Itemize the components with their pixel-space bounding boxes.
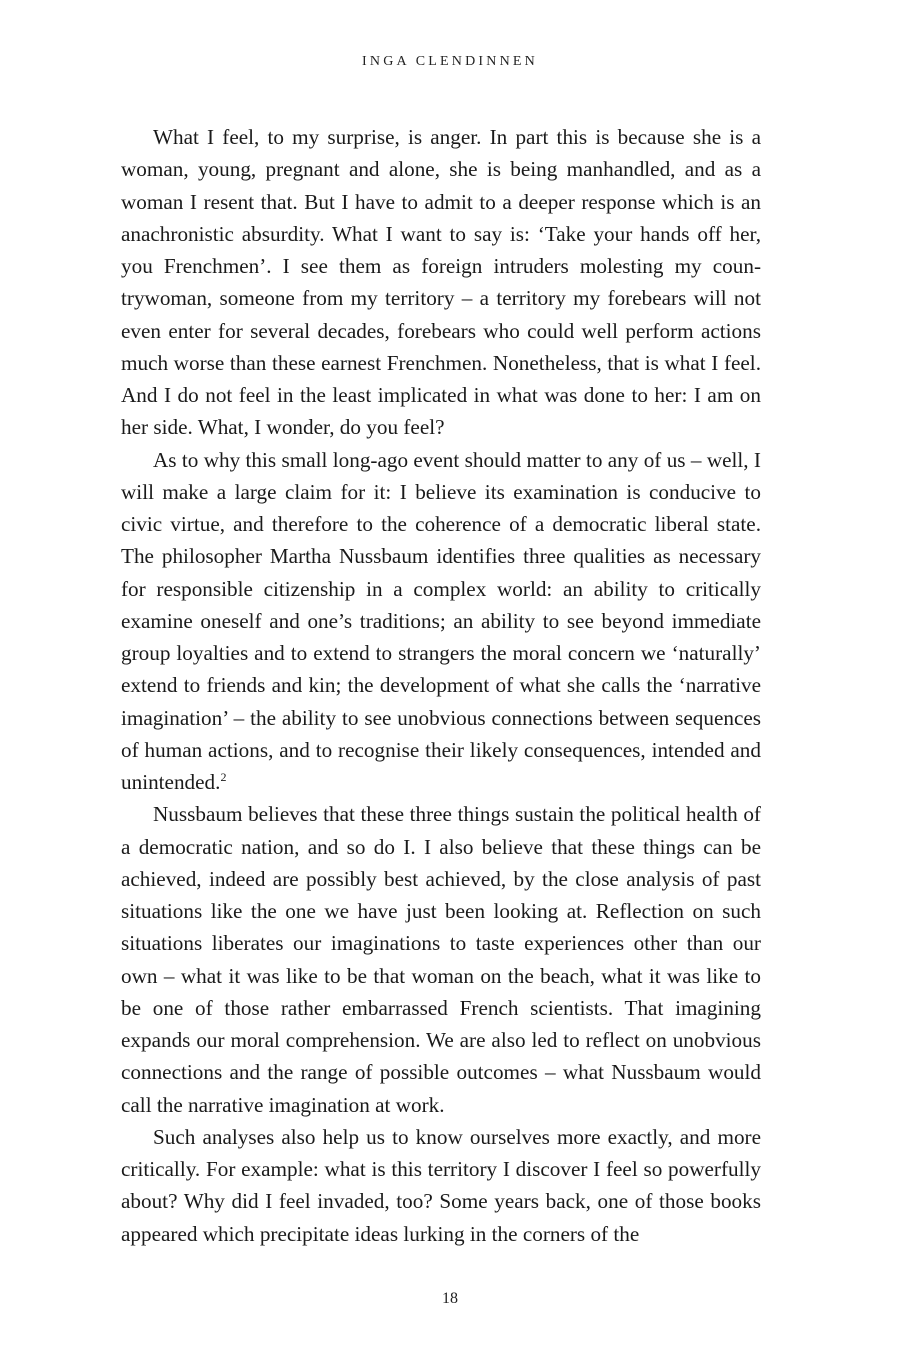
paragraph: [121, 798, 761, 1121]
paragraph: [121, 121, 761, 444]
page-number: 18: [442, 1290, 458, 1307]
paragraph-text: Such analyses also help us to know ourselves more exactly, and more critically. For example: what is this territory I discover I feel so powerfully about? Why did I feel invaded, too? Some years back, one of those books appeared which precipitate ideas lurking in the corners of the: [121, 1124, 761, 1246]
running-head: INGA CLENDINNEN: [362, 54, 538, 69]
paragraph: [121, 444, 761, 799]
paragraph-text: Nussbaum believes that these three things sustain the political health of a democratic nation, and so do I. I also believe that these things can be achieved, indeed are possibly best achieved, by the close analysis of past situations like the one we have just been looking at. Reflection on such situations liberates our imaginations to taste experiences other than our own – what it was like to be that woman on the beach, what it was like to be one of those rather embarrassed French scientists. That imagining expands our moral comprehension. We are also led to reflect on unobvious connections and the range of possible outcomes – what Nussbaum would call the narrative imagination at work.: [121, 802, 761, 1117]
paragraph-text: What I feel, to my surprise, is anger. In part this is because she is a woman, young, pregnant and alone, she is being manhandled, and as a woman I resent that. But I have to admit to a deeper response which is an anachronistic absurdity. What I want to say is: ‘Take your hands off her, you Frenchmen’. I see them as foreign intruders molesting my countrywoman, someone from my territory – a territory my forebears will not even enter for several decades, forebears who could well perform actions much worse than these earnest Frenchmen. Nonetheless, that is what I feel. And I do not feel in the least implicated in what was done to her: I am on her side. What, I wonder, do you feel?: [121, 125, 761, 440]
body-text: [121, 121, 761, 1250]
footnote-marker[interactable]: 2: [220, 769, 227, 784]
paragraph: [121, 1121, 761, 1250]
paragraph-text: As to why this small long-ago event should matter to any of us – well, I will make a large claim for it: I believe its examination is conducive to civic virtue, and therefore to the coherence of a democratic liberal state. The philosopher Martha Nussbaum identifies three qualities as necessary for responsible citizenship in a complex world: an ability to critically examine oneself and one’s traditions; an ability to see beyond immediate group loyalties and to extend to strangers the moral concern we ‘naturally’ extend to friends and kin; the development of what she calls the ‘narrative imagination’ – the ability to see unobvious connections between sequences of human actions, and to recognise their likely consequences, intended and unintended.: [121, 447, 761, 794]
